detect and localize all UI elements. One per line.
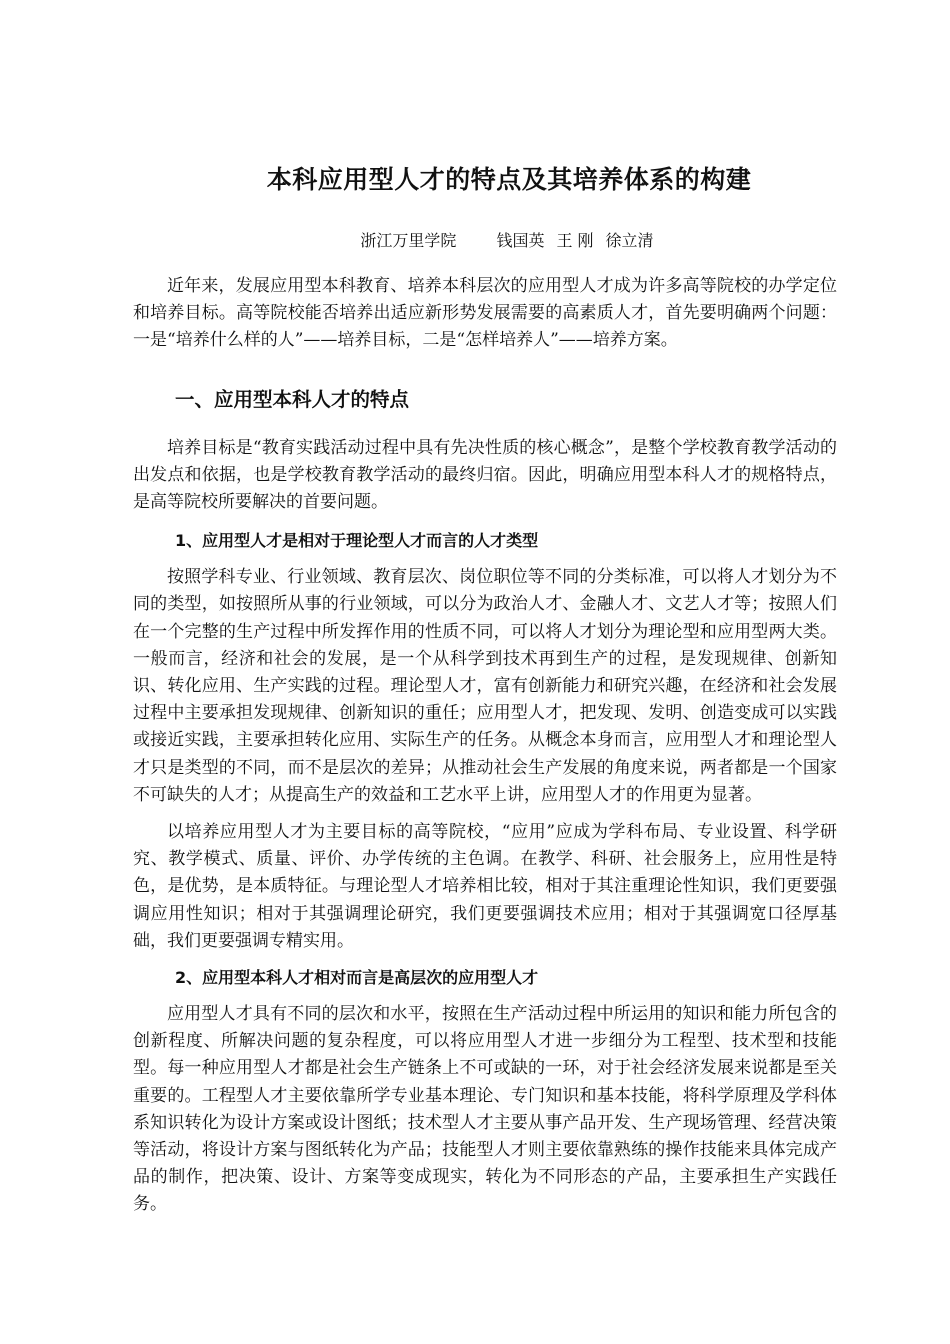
section-heading: 一、应用型本科人才的特点	[175, 387, 410, 411]
subsection-heading: 1、应用型人才是相对于理论型人才而言的人才类型	[175, 531, 539, 551]
subsection-paragraph: 按照学科专业、行业领域、教育层次、岗位职位等不同的分类标准，可以将人才划分为不同的类型，如按照所从事的行业领域，可以分为政治人才、金融人才、文艺人才等；按照人们在一个完整的生产过程中所发挥作用的性质不同，可以将人才划分为理论型和应用型两大类。一般而言，经济和社会的发展，是一个从科学到技术再到生产的过程，是发现规律、创新知识、转化应用、生产实践的过程。理论型人才，富有创新能力和研究兴趣，在经济和社会发展过程中主要承担发现规律、创新知识的重任；应用型人才，把发现、发明、创造变成可以实践或接近实践，主要承担转化应用、实际生产的任务。从概念本身而言，应用型人才和理论型人才只是类型的不同，而不是层次的差异；从推动社会生产发展的角度来说，两者都是一个国家不可缺失的人才；从提高生产的效益和工艺水平上讲，应用型人才的作用更为显著。	[133, 567, 837, 805]
author-2: 王 刚	[556, 231, 594, 250]
byline	[0, 228, 950, 251]
institution: 浙江万里学院	[360, 231, 457, 250]
subsection-paragraph: 以培养应用型人才为主要目标的高等院校，“应用”应成为学科布局、专业设置、科学研究、教学模式、质量、评价、办学传统的主色调。在教学、科研、社会服务上，应用性是特色，是优势，是本质特征。与理论型人才培养相比较，相对于其注重理论性知识，我们更要强调应用性知识；相对于其强调理论研究，我们更要强调技术应用；相对于其强调宽口径厚基础，我们更要强调专精实用。	[133, 822, 837, 951]
author-1: 钱国英	[496, 231, 545, 250]
document-body	[133, 273, 837, 1219]
intro-paragraph: 近年来，发展应用型本科教育、培养本科层次的应用型人才成为许多高等院校的办学定位和培养目标。高等院校能否培养出适应新形势发展需要的高素质人才，首先要明确两个问题：一是“培养什么样的人”——培养目标，二是“怎样培养人”——培养方案。	[133, 276, 837, 351]
subsection-heading: 2、应用型本科人才相对而言是高层次的应用型人才	[175, 968, 539, 988]
subsection-paragraph: 应用型人才具有不同的层次和水平，按照在生产活动过程中所运用的知识和能力所包含的创新程度、所解决问题的复杂程度，可以将应用型人才进一步细分为工程型、技术型和技能型。每一种应用型人才都是社会生产链条上不可或缺的一环，对于社会经济发展来说都是至关重要的。工程型人才主要依靠所学专业基本理论、专门知识和基本技能，将科学原理及学科体系知识转化为设计方案或设计图纸；技术型人才主要从事产品开发、生产现场管理、经营决策等活动，将设计方案与图纸转化为产品；技能型人才则主要依靠熟练的操作技能来具体完成产品的制作，把决策、设计、方案等变成现实，转化为不同形态的产品，主要承担生产实践任务。	[133, 1004, 837, 1215]
section-paragraph: 培养目标是“教育实践活动过程中具有先决性质的核心概念”，是整个学校教育教学活动的出发点和依据，也是学校教育教学活动的最终归宿。因此，明确应用型本科人才的规格特点，是高等院校所要解决的首要问题。	[133, 437, 837, 513]
page-title: 本科应用型人才的特点及其培养体系的构建	[266, 165, 752, 194]
author-3: 徐立清	[605, 231, 654, 250]
